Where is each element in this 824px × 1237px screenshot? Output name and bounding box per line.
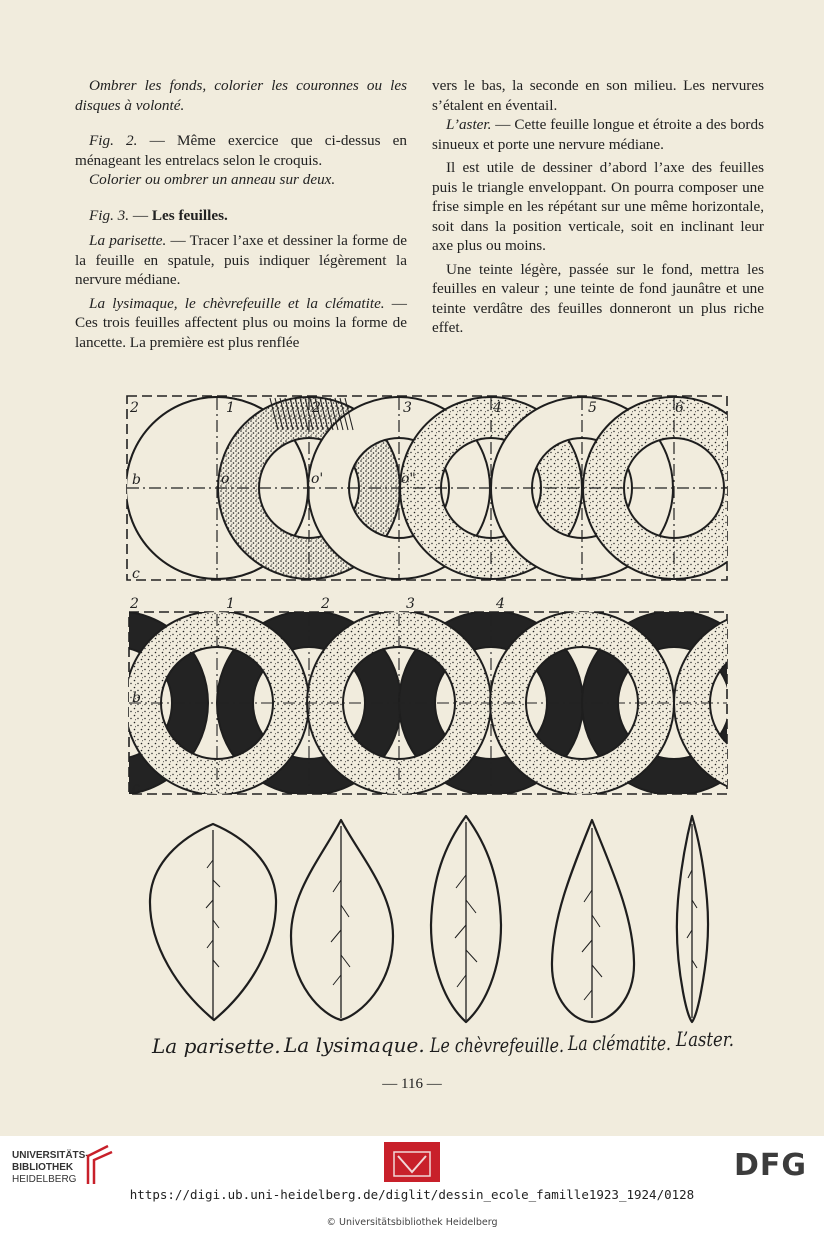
page-number: — 116 —: [382, 1076, 442, 1092]
library-line: BIBLIOTHEK: [12, 1162, 74, 1173]
leaf-name: La parisette.: [89, 232, 167, 249]
corner-label: b: [132, 690, 141, 706]
leaf-name: La lysimaque, le chèvrefeuille et la clématite.: [89, 294, 385, 312]
leaf-parisette: [150, 824, 276, 1020]
paragraph: Colorier ou ombrer un anneau sur deux.: [89, 171, 336, 188]
dash: —: [129, 206, 152, 224]
page-url-link[interactable]: https://digi.ub.uni-heidelberg.de/diglit/dessin_ecole_famille1923_1924/0128: [129, 1187, 695, 1202]
leaf-aster: [677, 816, 708, 1022]
paragraph-text: — Tracer l’axe et dessiner la forme de la feuille en spatule, puis indiquer légèrement la nervure médiane.: [75, 232, 407, 288]
fig-ref: Fig. 3.: [89, 206, 130, 224]
copyright-notice: © Universitätsbibliothek Heidelberg: [326, 1217, 498, 1228]
corner-label: c: [132, 780, 140, 796]
leaf-name: L’aster.: [446, 116, 492, 133]
chain-number: 3: [406, 596, 415, 612]
center-label: o": [401, 471, 416, 487]
ring-number: 5: [588, 400, 597, 416]
dfg-logo[interactable]: DFG: [734, 1148, 808, 1183]
corner-label: 2: [130, 596, 139, 612]
leaf-caption: La parisette.: [152, 1034, 281, 1058]
chain-number: 2: [321, 596, 330, 612]
fig-ref: Fig. 2.: [89, 132, 138, 149]
library-line: UNIVERSITÄTS-: [12, 1150, 89, 1161]
episteme-logo-icon[interactable]: [384, 1142, 440, 1182]
leaf-chevrefeuille: [431, 816, 501, 1022]
corner-label: c: [132, 566, 140, 582]
paragraph: Une teinte légère, passée sur le fond, mettra les feuilles en valeur ; une teinte de fond jaunâtre et une teinte verdâtre des feuilles donneront un plus riche effet.: [432, 260, 764, 336]
section-heading: Les feuilles.: [151, 206, 228, 224]
leaf-caption: La lysimaque.: [284, 1033, 425, 1057]
library-name: [12, 1150, 89, 1186]
paragraph-text: — Même exercice que ci-dessus en ménageant les entrelacs selon le croquis.: [75, 132, 407, 169]
library-line: HEIDELBERG: [12, 1174, 77, 1185]
leaf-caption: Le chèvrefeuille.: [429, 1033, 564, 1057]
ring-number: 1: [226, 400, 235, 416]
leaf-clematite: [552, 820, 634, 1022]
ring-number: 6: [675, 400, 684, 416]
library-logo-icon: [84, 1144, 116, 1188]
corner-label: 2: [130, 400, 139, 416]
paragraph: Il est utile de dessiner d’abord l’axe des feuilles puis le triangle enveloppant. On pourra composer une frise simple en les répétant sur une même horizontale, soit dans la position verticale, soit en inclinant leur axe plus ou moins.: [432, 159, 764, 254]
corner-label: b: [132, 472, 141, 488]
ring-number: 3: [403, 400, 412, 416]
paragraph: vers le bas, la seconde en son milieu. Les nervures s’étalent en éventail.: [432, 77, 764, 114]
center-label: o': [311, 471, 324, 487]
leaf-caption: La clématite.: [567, 1031, 671, 1055]
center-label: o: [221, 471, 230, 487]
paragraph-text: — Cette feuille longue et étroite a des bords sinueux et porte une nervure médiane.: [432, 116, 764, 153]
leaf-caption: L’aster.: [675, 1027, 734, 1051]
paragraph: Ombrer les fonds, colorier les couronnes ou les disques à volonté.: [75, 77, 407, 114]
paragraph-text: — Ces trois feuilles affectent plus ou moins la forme de lancette. La première est plus renflée: [75, 294, 407, 351]
ring-number: 4: [493, 400, 502, 416]
leaf-lysimaque: [291, 820, 393, 1020]
chain-number: 1: [226, 596, 235, 612]
ring-number: 2: [312, 400, 321, 416]
chain-number: 4: [496, 596, 505, 612]
